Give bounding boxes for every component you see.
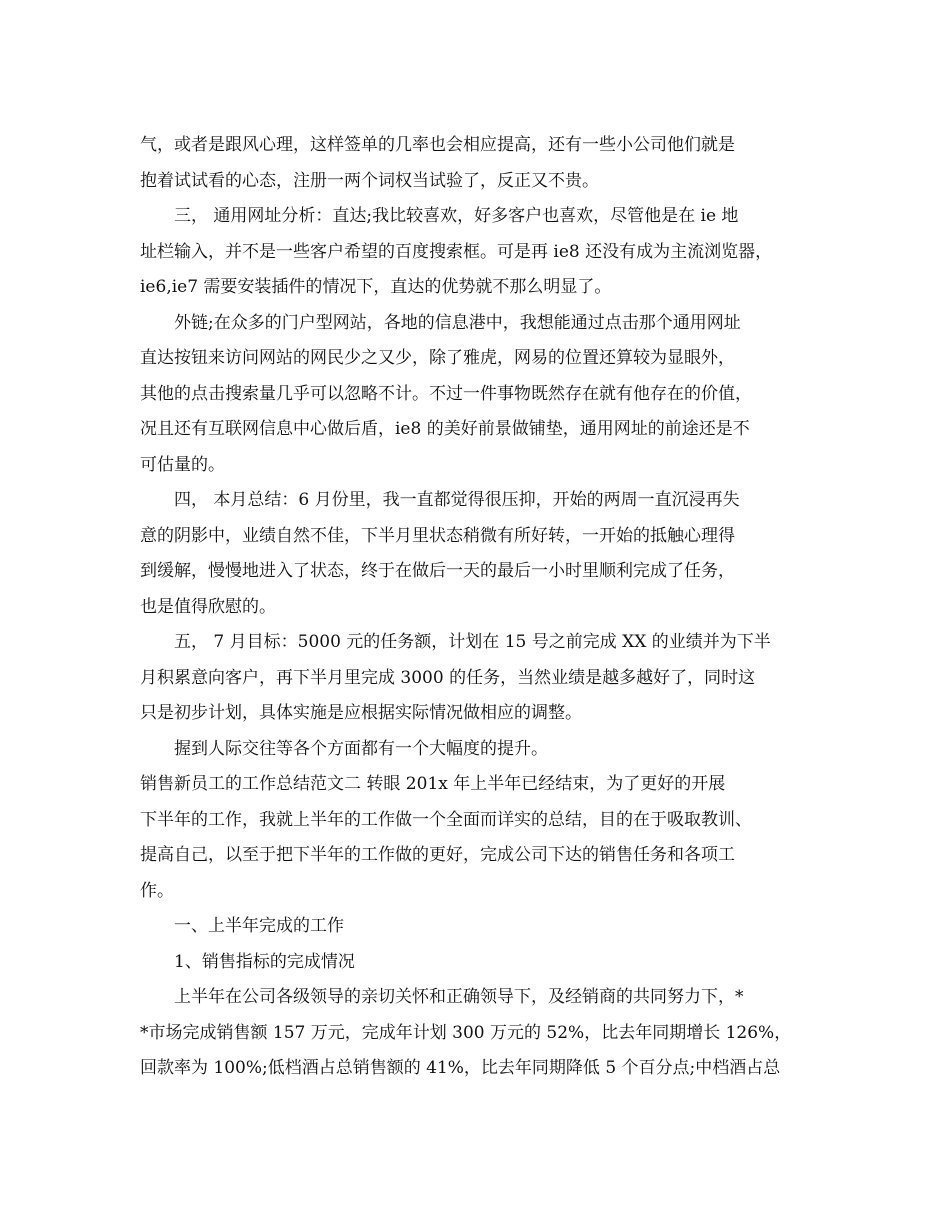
text-line: 上半年在公司各级领导的亲切关怀和正确领导下，及经销商的共同努力下，* [174,987,744,1007]
text-line: 直达按钮来访问网站的网民少之又少，除了雅虎，网易的位置还算较为显眼外， [140,348,735,368]
text-line: 址栏输入，并不是一些客户希望的百度搜索框。可是再 ie8 还没有成为主流浏览器， [140,241,773,262]
text-line: *市场完成销售额 157 万元，完成年计划 300 万元的 52%，比去年同期增长 126%， [140,1022,792,1043]
text-line: 抱着试试看的心态，注册一两个词权当试验了，反正又不贵。 [140,170,599,191]
text-line: ie6,ie7 需要安装插件的情况下，直达的优势就不那么明显了。 [140,277,612,297]
text-line: 四， 本月总结：6 月份里，我一直都觉得很压抑，开始的两周一直沉浸再失 [174,490,740,510]
text-line: 意的阴影中，业绩自然不佳，下半月里状态稍微有所好转，一开始的抵触心理得 [140,525,735,546]
text-line: 气，或者是跟风心理，这样签单的几率也会相应提高，还有一些小公司他们就是 [140,135,735,155]
text-line: 其他的点击搜索量几乎可以忽略不计。不过一件事物既然存在就有他存在的价值， [140,383,752,404]
text-line: 月积累意向客户，再下半月里完成 3000 的任务，当然业绩是越多越好了，同时这 [140,667,756,688]
text-line: 只是初步计划，具体实施是应根据实际情况做相应的调整。 [140,703,582,723]
text-line: 1、销售指标的完成情况 [174,951,355,972]
text-line: 销售新员工的工作总结范文二 转眼 201x 年上半年已经结束，为了更好的开展 [140,774,726,794]
text-line: 三， 通用网址分析：直达;我比较喜欢，好多客户也喜欢，尽管他是在 ie 地 [174,206,739,226]
text-line: 况且还有互联网信息中心做后盾，ie8 的美好前景做铺垫，通用网址的前途还是不 [140,419,750,439]
text-line: 一、上半年完成的工作 [174,916,344,936]
text-line: 作。 [140,880,174,901]
text-line: 五， 7 月目标：5000 元的任务额，计划在 15 号之前完成 XX 的业绩并为下半 [174,632,771,652]
text-line: 提高自己，以至于把下半年的工作做的更好，完成公司下达的销售任务和各项工 [140,845,735,865]
document-body [140,128,830,1087]
text-line: 下半年的工作，我就上半年的工作做一个全面而详实的总结，目的在于吸取教训、 [140,809,752,830]
text-line: 握到人际交往等各个方面都有一个大幅度的提升。 [174,738,548,759]
text-line: 可估量的。 [140,454,225,475]
text-line: 外链;在众多的门户型网站，各地的信息港中，我想能通过点击那个通用网址 [174,312,741,333]
text-line: 回款率为 100%;低档酒占总销售额的 41%，比去年同期降低 5 个百分点;中档酒占总 [140,1058,781,1078]
text-line: 也是值得欣慰的。 [140,596,276,617]
text-line: 到缓解，慢慢地进入了状态，终于在做后一天的最后一小时里顺利完成了任务， [140,561,735,581]
